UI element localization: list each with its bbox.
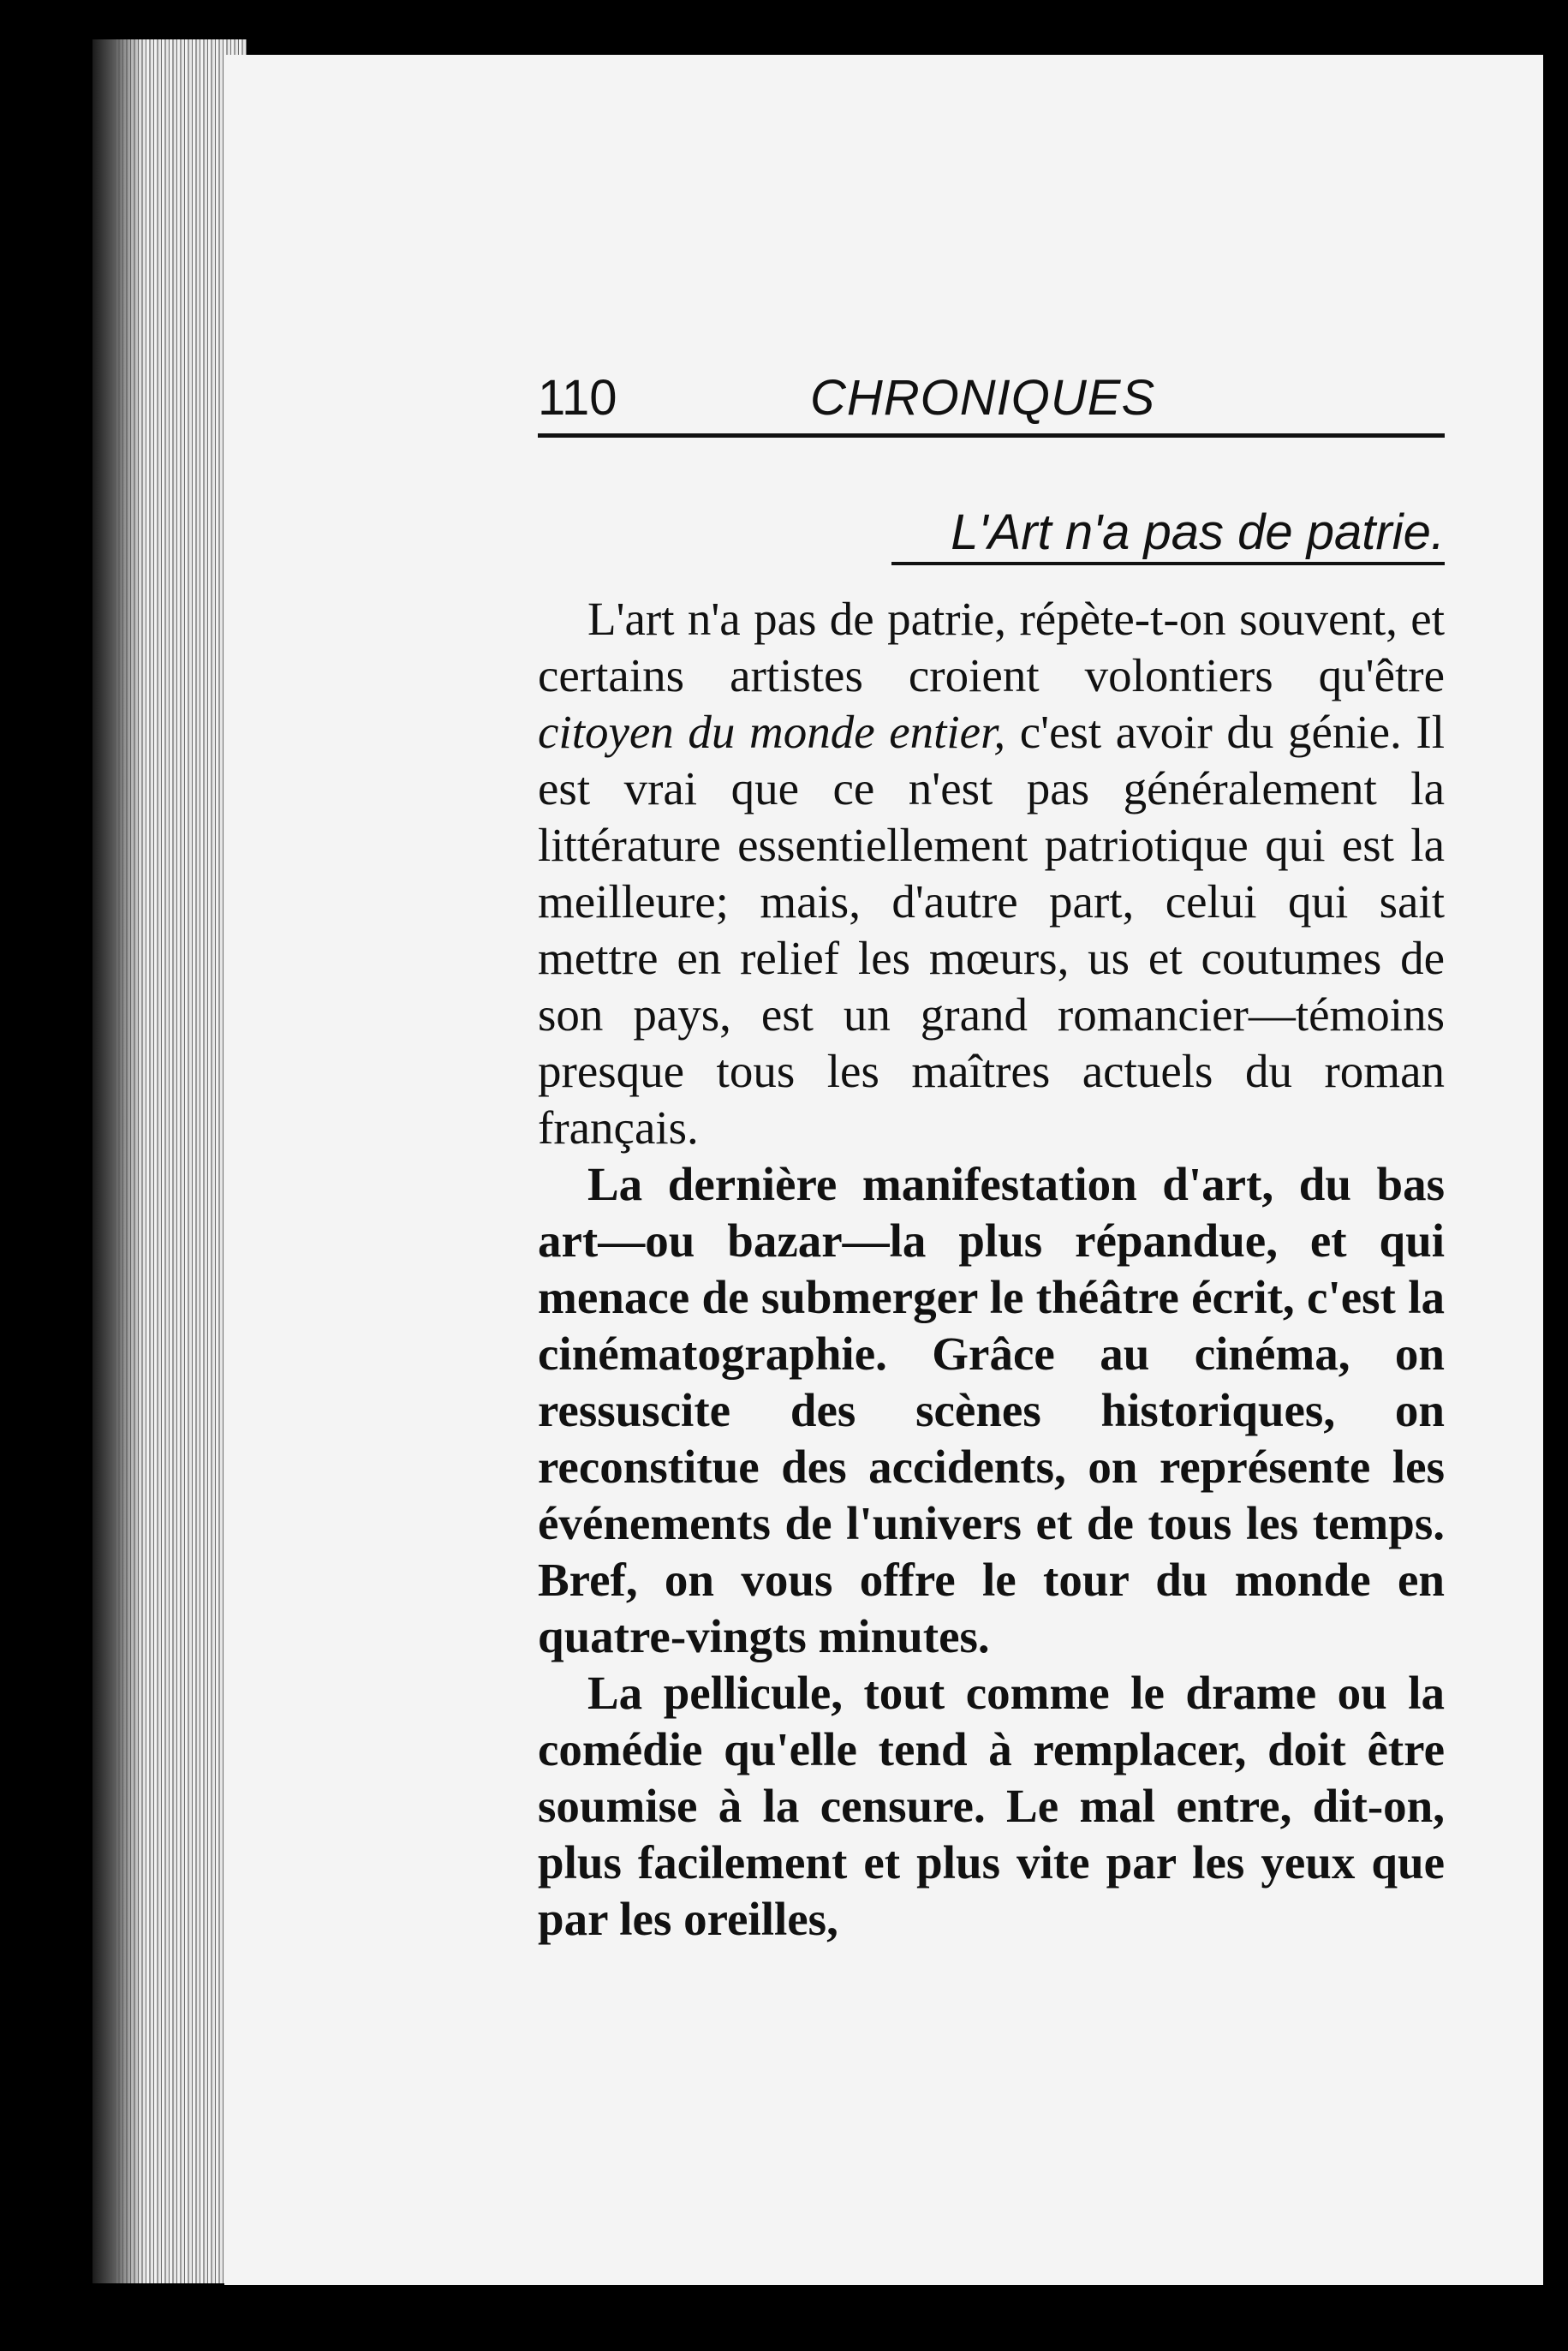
emphasis-text: citoyen du monde entier, xyxy=(538,706,1006,758)
scan-speck xyxy=(31,1148,38,1155)
paragraph xyxy=(538,591,1445,1156)
page-number: 110 xyxy=(538,370,617,426)
scan-speck xyxy=(31,1711,36,1716)
section-title: L'Art n'a pas de patrie. xyxy=(951,504,1445,560)
body-text xyxy=(538,591,1445,1948)
spine-shadow xyxy=(92,39,144,2283)
paragraph: La dernière manifestation d'art, du bas art—ou bazar—la plus répandue, et qui menace de submerger le théâtre écrit, c'est la cinématographie. Grâce au cinéma, on ressuscite des scènes historiques, on reconstitue des accidents, on représente les événements de l'univers et de tous les temps. Bref, on vous offre le tour du monde en quatre-vingts minutes. xyxy=(538,1158,1445,1662)
paragraph-text: c'est avoir du génie. Il est vrai que ce n'est pas généralement la littérature essentiellement patriotique qui est la meilleure; mais, d'autre part, celui qui sait mettre en relief les mœurs, us et coutumes de son pays, est un grand romancier—témoins presque tous les maîtres actuels du roman français. xyxy=(538,706,1445,1154)
page xyxy=(224,55,1543,2285)
header-rule xyxy=(538,433,1445,438)
paragraph: La pellicule, tout comme le drame ou la comédie qu'elle tend à remplacer, doit être soumise à la censure. Le mal entre, dit-on, plus facilement et plus vite par les yeux que par les oreilles, xyxy=(538,1667,1445,1945)
running-title: CHRONIQUES xyxy=(810,370,1156,426)
section-title-underline xyxy=(891,562,1445,565)
paragraph-text: L'art n'a pas de patrie, répète-t-on souvent, et certains artistes croient volontiers qu'être xyxy=(538,593,1445,701)
running-header xyxy=(538,361,1445,455)
scan-speck xyxy=(1291,29,1310,51)
